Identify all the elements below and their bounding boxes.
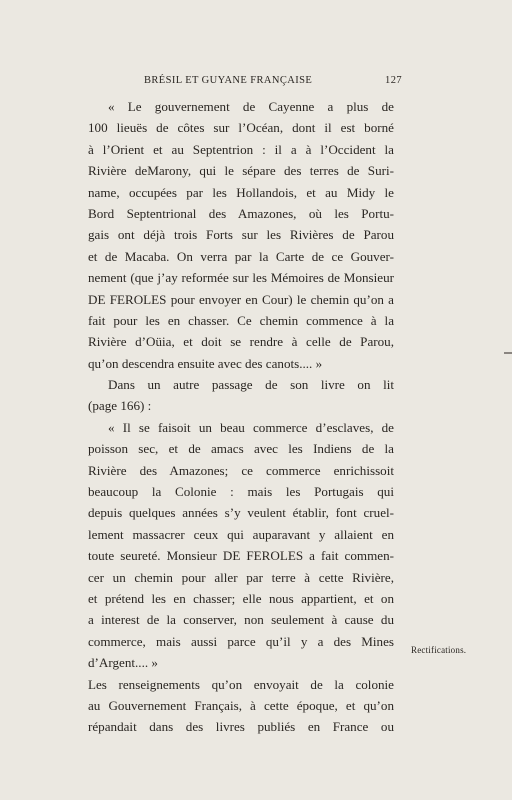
text-line: fait pour les en chasser. Ce chemin commence à la <box>88 312 394 328</box>
text-line: (page 166) : <box>88 398 152 414</box>
text-line: commerce, mais aussi parce qu’il y a des Mines <box>88 633 394 649</box>
text-line: qu’on descendra ensuite avec des canots.... » <box>88 355 323 371</box>
running-title: BRÉSIL ET GUYANE FRANÇAISE <box>144 75 313 86</box>
text-line: Dans un autre passage de son livre on lit <box>108 377 394 393</box>
text-line: beaucoup la Colonie : mais les Portugais qui <box>88 484 394 500</box>
text-line: d’Argent.... » <box>88 655 158 671</box>
page-number: 127 <box>385 75 402 86</box>
text-line: lement massacrer ceux qui auparavant y allaient en <box>88 526 394 542</box>
text-line: et prétend les en chasser; elle nous appartient, et on <box>88 590 394 606</box>
text-line: et de Macaba. On verra par la Carte de ce Gouver- <box>88 248 394 264</box>
text-line: répandait dans des livres publiés en France ou <box>88 719 394 735</box>
text-line: poisson sec, et de amacs avec les Indiens de la <box>88 441 394 457</box>
body-text <box>88 96 394 738</box>
text-line: Les renseignements qu’on envoyait de la colonie <box>88 676 394 692</box>
text-line: toute seureté. Monsieur DE FEROLES a fait commen- <box>88 548 394 564</box>
text-line: à l’Orient et au Septentrion : il a à l’Occident la <box>88 141 394 157</box>
text-line: gais ont déjà trois Forts sur les Rivières de Parou <box>88 227 394 243</box>
text-line: DE FEROLES pour envoyer en Cour) le chemin qu’on a <box>88 291 394 307</box>
page-edge-mark <box>504 352 512 354</box>
text-line: « Le gouvernement de Cayenne a plus de <box>108 99 394 114</box>
text-line: Rivière deMarony, qui le sépare des terres de Suri- <box>88 163 394 179</box>
margin-note: Rectifications. <box>411 645 467 655</box>
text-line: nement (que j’ay reformée sur les Mémoires de Monsieur <box>88 270 394 286</box>
text-line: depuis quelques années s’y veulent établir, font cruel- <box>88 505 394 521</box>
text-line: cer un chemin pour aller par terre à cette Rivière, <box>88 569 394 585</box>
text-line: « Il se faisoit un beau commerce d’esclaves, de <box>108 419 394 435</box>
text-line: Rivière d’Oüia, et doit se rendre à celle de Parou, <box>88 334 394 350</box>
text-line: au Gouvernement Français, à cette époque, et qu’on <box>88 697 394 713</box>
text-line: Bord Septentrional des Amazones, où les Portu- <box>88 205 394 221</box>
text-line: a interest de la conserver, non seulement à cause du <box>88 612 394 628</box>
text-line: 100 lieuës de côtes sur l’Océan, dont il est borné <box>88 120 394 136</box>
text-line: name, occupées par les Hollandois, et au Midy le <box>88 184 394 200</box>
running-header <box>144 75 402 91</box>
text-line: Rivière des Amazones; ce commerce enrichissoit <box>88 462 394 478</box>
